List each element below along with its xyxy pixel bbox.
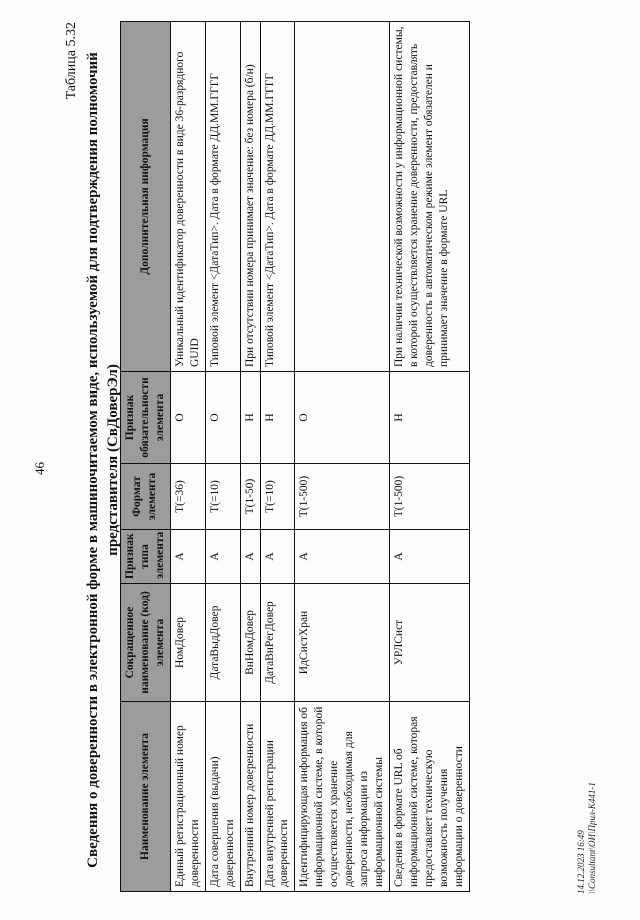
table-row (170, 22, 205, 892)
table-cell: А (170, 530, 205, 584)
table-cell: При отсутствии номера принимает значение: без номера (б/н) (240, 22, 260, 372)
table-row (240, 22, 260, 892)
table-cell: А (240, 530, 260, 584)
footer-path: \\Consultant\ОИ\Прил-К441-1 (587, 782, 598, 894)
header-cell: Признак обязательности элемента (121, 372, 171, 464)
table-cell: Н (240, 372, 260, 464)
table-row (390, 22, 470, 892)
table-cell: Дата совершения (выдачи) доверенности (205, 702, 240, 892)
table-title: Сведения о доверенности в электронной форме в машиночитаемом виде, используемой для подтверждения полномочий представителя (СвДоверЭл) (85, 52, 121, 868)
table-cell: T(1-500) (390, 464, 470, 530)
table-cell: А (295, 530, 390, 584)
table-row (295, 22, 390, 892)
table-row (205, 22, 240, 892)
table-cell: О (205, 372, 240, 464)
table-cell: T(=36) (170, 464, 205, 530)
header-cell: Признак типа элемента (121, 530, 171, 584)
table-cell: А (390, 530, 470, 584)
table-cell: Идентифицирующая информация об информационной системе, в которой осуществляется хранение доверенности, необходимая для запроса информации из информационной системы (295, 702, 390, 892)
table-cell: О (295, 372, 390, 464)
table-cell: ВнНомДовер (240, 584, 260, 702)
header-cell: Сокращенное наименование (код) элемента (121, 584, 171, 702)
header-cell: Дополнительная информация (121, 22, 171, 372)
footer-date: 14.12.2023 16:49 (576, 830, 586, 894)
data-table (120, 21, 470, 892)
table-cell: Дата внутренней регистрации доверенности (260, 702, 295, 892)
footer-stamp (576, 782, 599, 894)
table-cell: Типовой элемент <ДатаТип>. Дата в формате ДД.ММ.ГГГГ (205, 22, 240, 372)
header-cell: Формат элемента (121, 464, 171, 530)
page-number: 46 (32, 462, 47, 475)
table-cell: Внутренний номер доверенности (240, 702, 260, 892)
table-cell: О (170, 372, 205, 464)
table-cell: ИдСистХран (295, 584, 390, 702)
table-cell: ДатаВнРегДовер (260, 584, 295, 702)
table-cell: Н (260, 372, 295, 464)
table-cell: Уникальный идентификатор доверенности в виде 36-разрядного GUID (170, 22, 205, 372)
table-cell: T(1-50) (240, 464, 260, 530)
table-cell: Н (390, 372, 470, 464)
table-cell: T(=10) (205, 464, 240, 530)
table-cell: Типовой элемент <ДатаТип>. Дата в формате ДД.ММ.ГГГГ (260, 22, 295, 372)
table-cell: T(=10) (260, 464, 295, 530)
table-row (260, 22, 295, 892)
table-cell: T(1-500) (295, 464, 390, 530)
table-cell: Сведения в формате URL об информационной системе, которая предоставляет техническую возможность получения информации о доверенности (390, 702, 470, 892)
table-cell: А (260, 530, 295, 584)
table-cell: При наличии технической возможности у информационной системы, в которой осуществляется хранение доверенности, предоставлять доверенность в автоматическом режиме элемент обязателен и принимает значение в формате URL (390, 22, 470, 372)
header-cell: Наименование элемента (121, 702, 171, 892)
table-cell: НомДовер (170, 584, 205, 702)
header-row (121, 22, 171, 892)
table-cell (295, 22, 390, 372)
table-cell: УРЛСист (390, 584, 470, 702)
table-cell: А (205, 530, 240, 584)
table-cell: ДатаВыдДовер (205, 584, 240, 702)
table-number: Таблица 5.32 (64, 22, 79, 100)
table-cell: Единый регистрационный номер доверенности (170, 702, 205, 892)
